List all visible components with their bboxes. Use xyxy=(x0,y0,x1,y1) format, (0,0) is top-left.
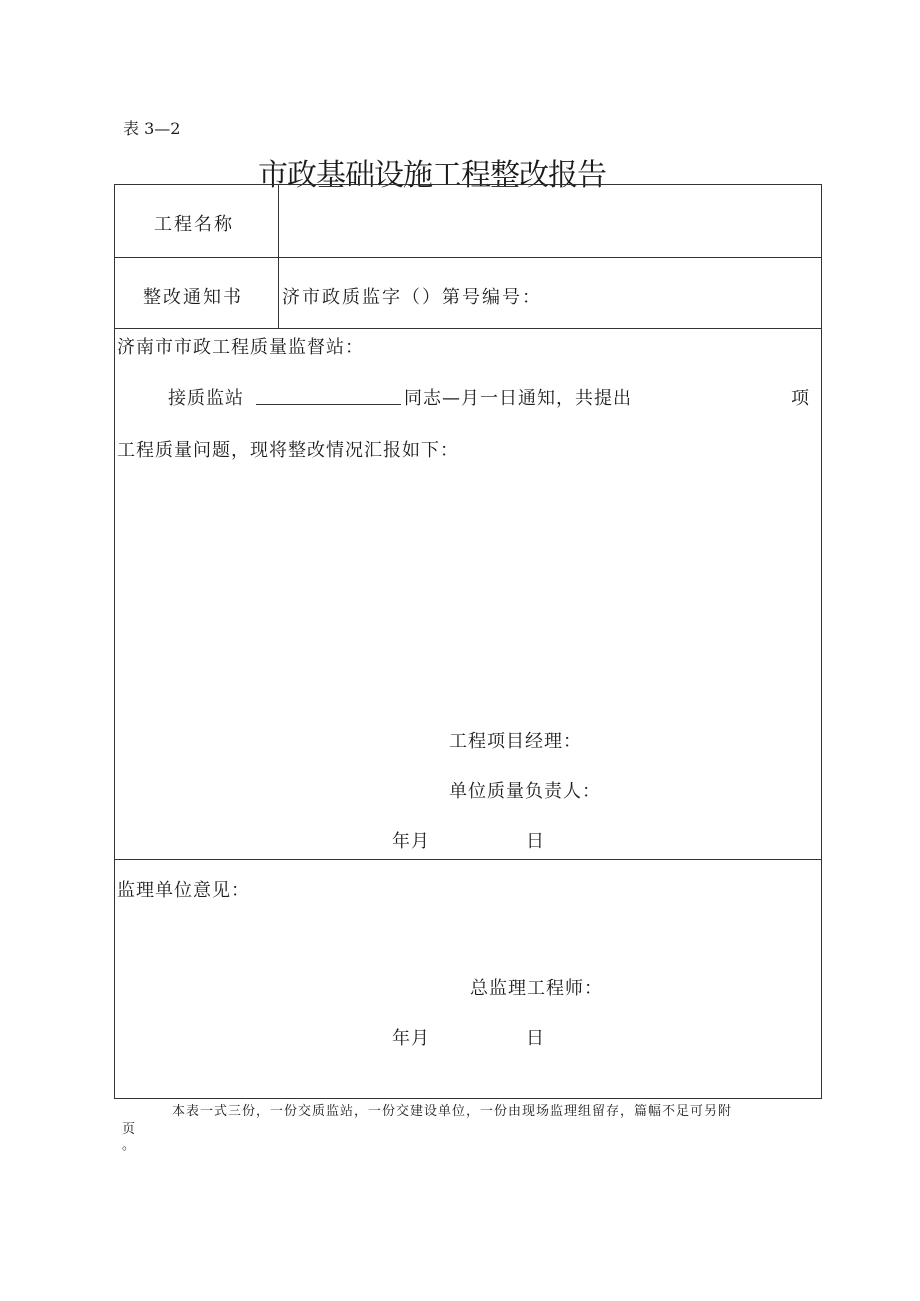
report-addressee: 济南市市政工程质量监督站： xyxy=(117,337,364,358)
row-divider-3 xyxy=(114,859,822,860)
footnote-line1: 本表一式三份，一份交质监站，一份交建设单位，一份由现场监理组留存，篇幅不足可另附 xyxy=(172,1104,733,1119)
notice-number-field[interactable]: 济市政质监字（）第号编号： xyxy=(282,287,542,308)
report-date-year-month: 年月 xyxy=(392,831,430,852)
inspector-name-blank[interactable] xyxy=(256,404,401,405)
report-line1-suffix: 项 xyxy=(791,388,810,409)
row-divider-1 xyxy=(114,257,822,258)
footnote-line3: 。 xyxy=(122,1138,137,1153)
report-line2: 工程质量问题，现将整改情况汇报如下： xyxy=(117,440,459,461)
page-title: 市政基础设施工程整改报告 xyxy=(258,158,606,193)
supervision-date-day: 日 xyxy=(526,1028,545,1049)
report-line1-prefix: 接质监站 xyxy=(168,388,244,409)
form-table xyxy=(114,184,822,1099)
report-date-day: 日 xyxy=(526,831,545,852)
row-divider-2 xyxy=(114,328,822,329)
report-line1-middle: 同志—月一日通知，共提出 xyxy=(404,388,632,409)
footnote-line2: 页 xyxy=(122,1122,137,1137)
form-number: 表 3—2 xyxy=(123,119,181,138)
notice-label: 整改通知书 xyxy=(143,287,243,308)
project-manager-label: 工程项目经理： xyxy=(449,731,582,752)
supervision-date-year-month: 年月 xyxy=(392,1028,430,1049)
chief-engineer-label: 总监理工程师： xyxy=(470,978,603,999)
project-name-label: 工程名称 xyxy=(154,214,234,235)
quality-lead-label: 单位质量负责人： xyxy=(449,781,601,802)
column-divider xyxy=(278,184,279,328)
supervision-opinion-label: 监理单位意见： xyxy=(117,880,250,901)
